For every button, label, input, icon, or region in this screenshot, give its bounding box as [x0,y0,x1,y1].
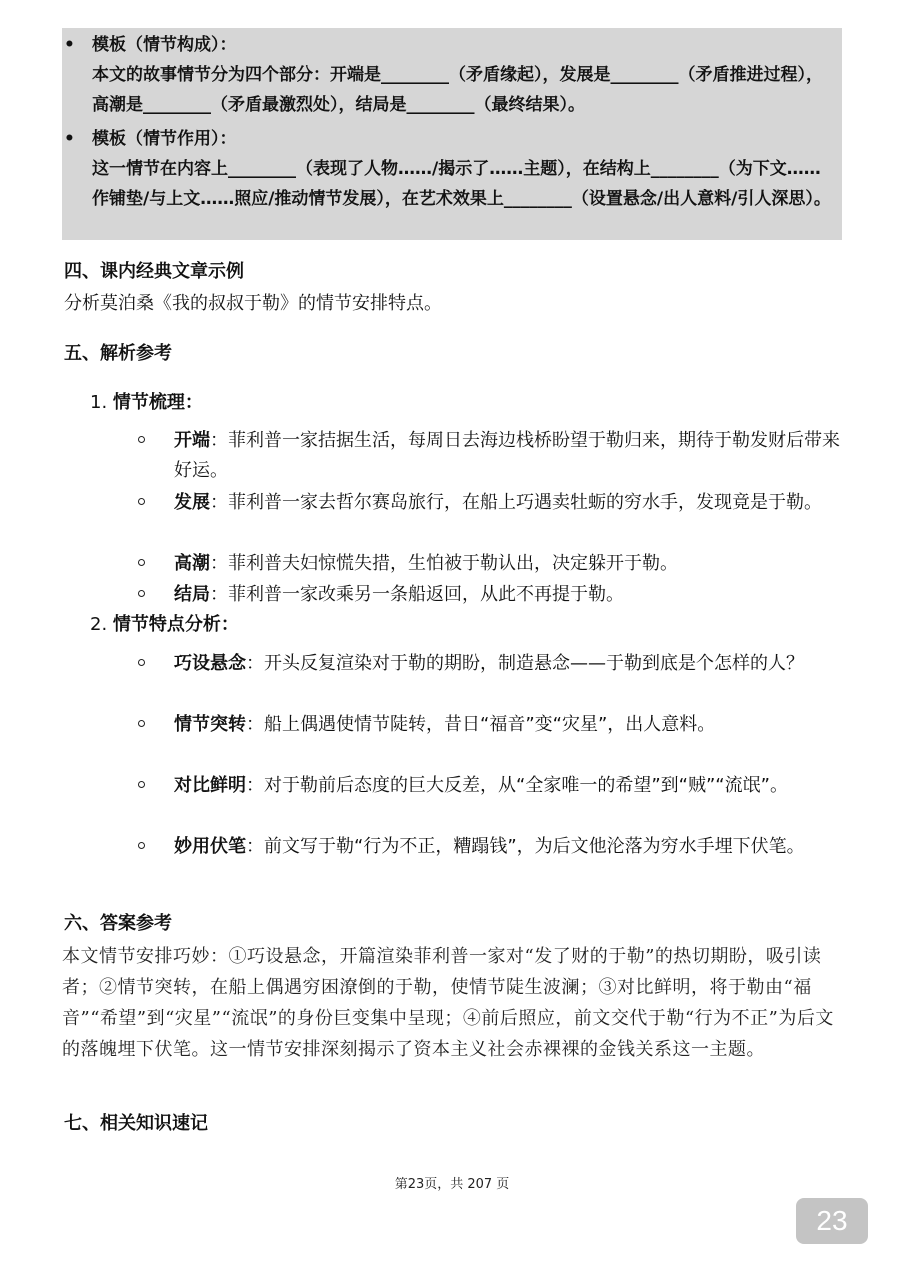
template-composition-title: 模板（情节构成）： [92,35,237,55]
point-text: ：前文写于勒“行为不正，糟蹋钱”，为后文他沦落为穷水手埋下伏笔。 [246,836,805,857]
circle-bullet-icon [138,842,145,849]
point-label: 结局 [174,584,210,605]
point-text: ：开头反复渲染对于勒的期盼，制造悬念——于勒到底是个怎样的人？ [246,653,804,674]
circle-bullet-icon [138,720,145,727]
analysis-item-2 [90,611,239,639]
page-footer: 第23页，共 207 页 [394,1177,510,1192]
item-title: 情节特点分析： [112,614,239,635]
point-text: ：菲利普一家拮据生活，每周日去海边栈桥盼望于勒归来，期待于勒发财后带来好运。 [174,430,840,481]
answer-text: 本文情节安排巧妙：①巧设悬念，开篇渲染菲利普一家对“发了财的于勒”的热切期盼，吸引读者；②情节突转，在船上偶遇穷困潦倒的于勒，使情节陡生波澜；③对比鲜明，将于勒由“福音”“希望”到“灾星”“流氓”的身份巨变集中呈现；④前后照应，前文交代于勒“行为不正”为后文的落魄埋下伏笔。这一情节安排深刻揭示了资本主义社会赤裸裸的金钱关系这一主题。 [62,946,834,1060]
point-label: 情节突转 [174,714,246,735]
page-number-badge: 23 [796,1198,868,1244]
point-text: ：菲利普一家去哲尔赛岛旅行，在船上巧遇卖牡蛎的穷水手，发现竟是于勒。 [210,492,822,513]
point-label: 妙用伏笔 [174,836,246,857]
list-item [146,549,846,579]
section4-text: 分析莫泊桑《我的叔叔于勒》的情节安排特点。 [64,293,442,314]
point-label: 发展 [174,492,210,513]
list-item [146,710,846,740]
bullet-icon: • [64,129,75,149]
circle-bullet-icon [138,498,145,505]
list-item [146,488,846,518]
point-label: 对比鲜明 [174,775,246,796]
point-label: 开端 [174,430,210,451]
section7-title: 七、相关知识速记 [64,1113,208,1134]
template-composition [64,30,832,120]
item-number: 2. [90,614,108,635]
bullet-icon: • [64,35,75,55]
point-text: ：菲利普一家改乘另一条船返回，从此不再提于勒。 [210,584,624,605]
template-function-title: 模板（情节作用）： [92,129,237,149]
item-title: 情节梳理： [112,392,203,413]
section5-title: 五、解析参考 [64,343,172,364]
circle-bullet-icon [138,436,145,443]
list-item [146,771,846,801]
point-text: ：对于勒前后态度的巨大反差，从“全家唯一的希望”到“贼”“流氓”。 [246,775,788,796]
point-text: ：菲利普夫妇惊慌失措，生怕被于勒认出，决定躲开于勒。 [210,553,678,574]
circle-bullet-icon [138,590,145,597]
section6-title: 六、答案参考 [64,913,172,934]
point-label: 高潮 [174,553,210,574]
circle-bullet-icon [138,659,145,666]
analysis-item-1 [90,389,203,417]
circle-bullet-icon [138,781,145,788]
point-label: 巧设悬念 [174,653,246,674]
circle-bullet-icon [138,559,145,566]
template-function [64,124,832,214]
template-composition-text: 本文的故事情节分为四个部分：开端是________（矛盾缘起），发展是________（矛盾推进过程），高潮是________（矛盾最激烈处），结局是________（最终结果）。 [92,65,823,115]
list-item [146,649,846,679]
template-box [62,28,842,240]
list-item [146,580,846,610]
list-item [146,832,846,862]
template-function-text: 这一情节在内容上________（表现了人物……/揭示了……主题），在结构上________（为下文……作铺垫/与上文……照应/推动情节发展），在艺术效果上________（设置悬念/出人意料/引人深思）。 [92,159,831,209]
section4-title: 四、课内经典文章示例 [64,261,244,282]
point-text: ：船上偶遇使情节陡转，昔日“福音”变“灾星”，出人意料。 [246,714,716,735]
item-number: 1. [90,392,108,413]
list-item [146,426,846,486]
